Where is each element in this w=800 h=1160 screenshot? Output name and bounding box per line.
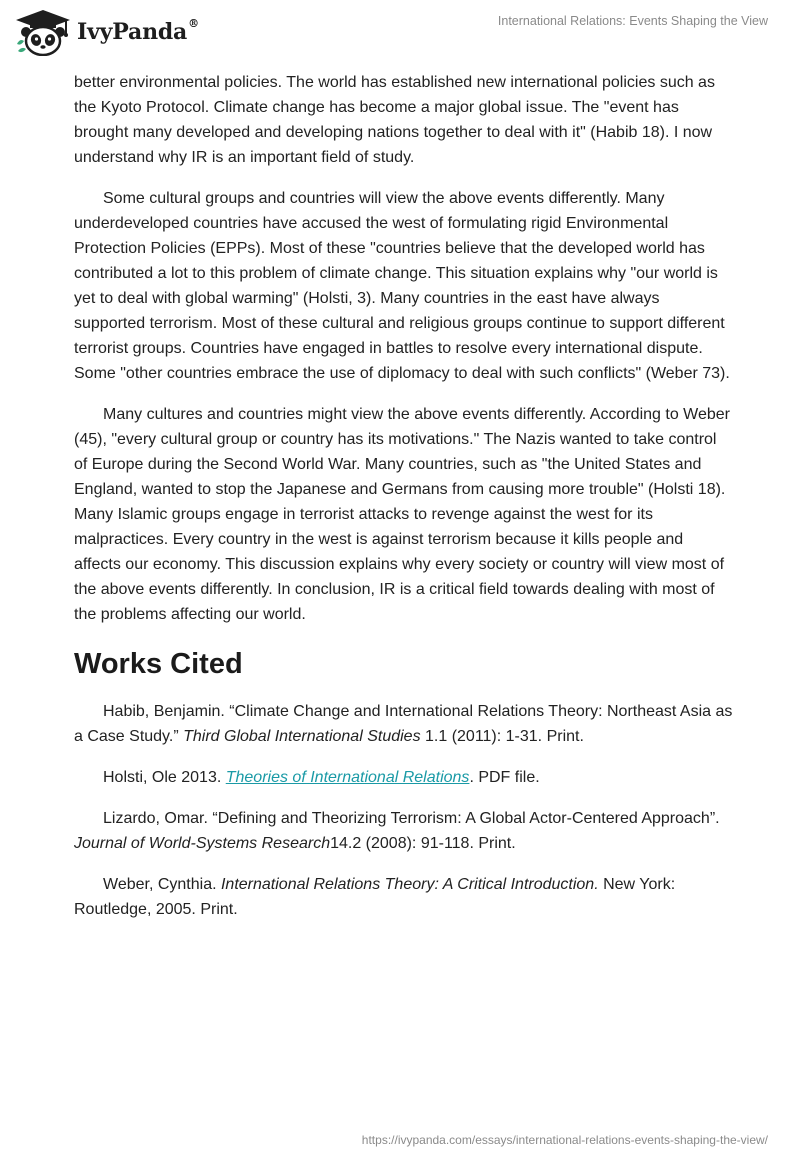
- citation-weber: Weber, Cynthia. International Relations Theory: A Critical Introduction. New York: Routledge, 2005. Print.: [74, 876, 676, 918]
- ivypanda-logo[interactable]: [14, 8, 199, 56]
- page-url: https://ivypanda.com/essays/international-relations-events-shaping-the-view/: [361, 1133, 768, 1147]
- paragraph: better environmental policies. The world has established new international policies such as the Kyoto Protocol. Climate change has become a major global issue. The "event has brought many developed and developing nations together to deal with it" (Habib 18). I now understand why IR is an important field of study.: [74, 74, 715, 166]
- paragraph: Many cultures and countries might view the above events differently. According to Weber (45), "every cultural group or country has its motivations." The Nazis wanted to take control of Europe during the Second World War. Many countries, such as "the United States and England, wanted to stop the Japanese and Germans from causing more trouble" (Holsti 18). Many Islamic groups engage in terrorist attacks to revenge against the west for its malpractices. Every country in the west is against terrorism because it kills people and affects our economy. This discussion explains why every society or country will view most of the above events differently. In conclusion, IR is a critical field towards dealing with most of the problems affecting our world.: [74, 406, 730, 623]
- document-title: International Relations: Events Shaping the View: [497, 14, 768, 28]
- citation-title: International Relations Theory: A Critical Introduction.: [220, 876, 599, 893]
- panda-graduation-cap-icon: [14, 8, 72, 56]
- paragraph: Some cultural groups and countries will view the above events differently. Many underdeveloped countries have accused the west of formulating rigid Environmental Protection Policies (EPPs). Most of these "countries believe that the developed world has contributed a lot to this problem of climate change. This situation explains why "our world is yet to deal with global warming" (Holsti, 3). Many countries in the east have always supported terrorism. Most of these cultural and religious groups continue to support different terrorist groups. Countries have engaged in battles to resolve every international dispute. Some "other countries embrace the use of diplomacy to deal with such conflicts" (Weber 73).: [74, 190, 730, 382]
- citation-lizardo: Lizardo, Omar. “Defining and Theorizing Terrorism: A Global Actor-Centered Approach”. Journal of World-Systems Research14.2 (2008): 91-118. Print.: [74, 810, 720, 852]
- works-cited-list: [74, 699, 734, 922]
- logo-wordmark: IvyPanda®: [77, 16, 199, 45]
- page-header: [0, 0, 800, 70]
- works-cited-heading: Works Cited: [74, 648, 243, 680]
- citation-title: Third Global International Studies: [183, 728, 421, 745]
- citation-title: Journal of World-Systems Research: [74, 835, 331, 852]
- citation-holsti: Holsti, Ole 2013. Theories of International Relations. PDF file.: [103, 769, 540, 786]
- citation-habib: Habib, Benjamin. “Climate Change and International Relations Theory: Northeast Asia as a Case Study.” Third Global International Studies 1.1 (2011): 1-31. Print.: [74, 703, 733, 745]
- essay-content: [74, 70, 734, 922]
- registered-mark: ®: [188, 16, 199, 30]
- citation-title-link[interactable]: Theories of International Relations: [225, 769, 470, 786]
